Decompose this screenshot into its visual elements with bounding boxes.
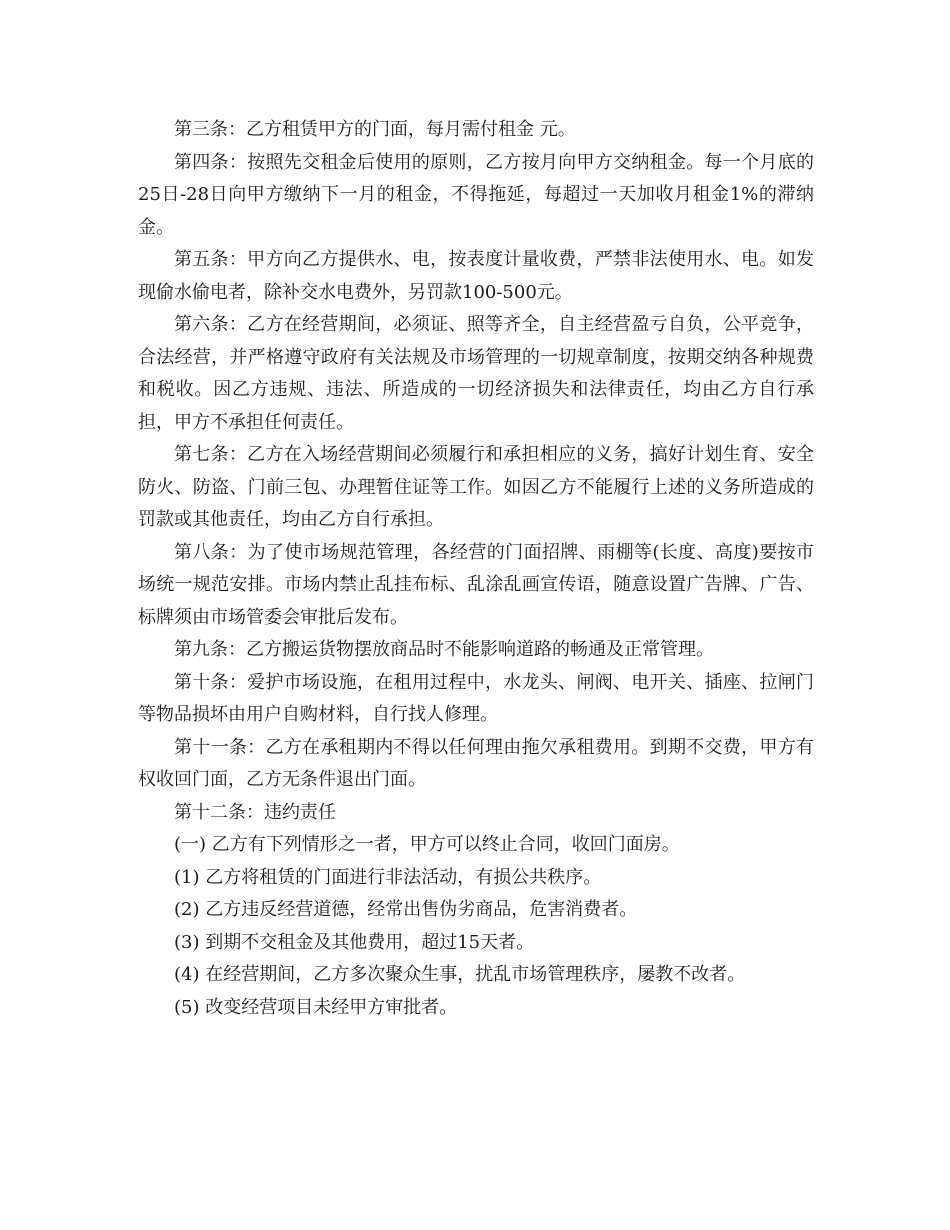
article-5: 第五条：甲方向乙方提供水、电，按表度计量收费，严禁非法使用水、电。如发现偷水偷电者，除补交水电费外，另罚款100-500元。 bbox=[138, 249, 814, 303]
article-4: 第四条：按照先交租金后使用的原则，乙方按月向甲方交纳租金。每一个月底的25日-28日向甲方缴纳下一月的租金，不得拖延，每超过一天加收月租金1%的滞纳金。 bbox=[138, 151, 814, 238]
article-7: 第七条：乙方在入场经营期间必须履行和承担相应的义务，搞好计划生育、安全防火、防盗、门前三包、办理暂住证等工作。如因乙方不能履行上述的义务所造成的罚款或其他责任，均由乙方自行承担。 bbox=[138, 444, 814, 530]
article-3: 第三条：乙方租赁甲方的门面，每月需付租金 元。 bbox=[174, 119, 576, 140]
clause-1: (一) 乙方有下列情形之一者，甲方可以终止合同，收回门面房。 bbox=[174, 834, 680, 855]
article-12-heading: 第十二条：违约责任 bbox=[174, 801, 336, 823]
document-page bbox=[138, 114, 814, 1024]
clause-item-1: (1) 乙方将租赁的门面进行非法活动，有损公共秩序。 bbox=[174, 866, 602, 888]
clause-item-4: (4) 在经营期间，乙方多次聚众生事，扰乱市场管理秩序，屡教不改者。 bbox=[174, 964, 746, 985]
clause-item-2: (2) 乙方违反经营道德，经常出售伪劣商品，危害消费者。 bbox=[174, 899, 638, 920]
article-8: 第八条：为了使市场规范管理，各经营的门面招牌、雨棚等(长度、高度)要按市场统一规范安排。市场内禁止乱挂布标、乱涂乱画宣传语，随意设置广告牌、广告、标牌须由市场管委会审批后发布。 bbox=[138, 541, 814, 628]
clause-item-5: (5) 改变经营项目未经甲方审批者。 bbox=[174, 996, 458, 1018]
article-9: 第九条：乙方搬运货物摆放商品时不能影响道路的畅通及正常管理。 bbox=[174, 639, 714, 660]
article-6: 第六条：乙方在经营期间，必须证、照等齐全，自主经营盈亏自负，公平竞争，合法经营，并严格遵守政府有关法规及市场管理的一切规章制度，按期交纳各种规费和税收。因乙方违规、违法、所造成的一切经济损失和法律责任，均由乙方自行承担，甲方不承担任何责任。 bbox=[138, 314, 814, 433]
article-11: 第十一条：乙方在承租期内不得以任何理由拖欠承租费用。到期不交费，甲方有权收回门面，乙方无条件退出门面。 bbox=[138, 736, 814, 790]
article-10: 第十条：爱护市场设施，在租用过程中，水龙头、闸阀、电开关、插座、拉闸门等物品损坏由用户自购材料，自行找人修理。 bbox=[138, 671, 814, 725]
clause-item-3: (3) 到期不交租金及其他费用，超过15天者。 bbox=[174, 931, 535, 953]
